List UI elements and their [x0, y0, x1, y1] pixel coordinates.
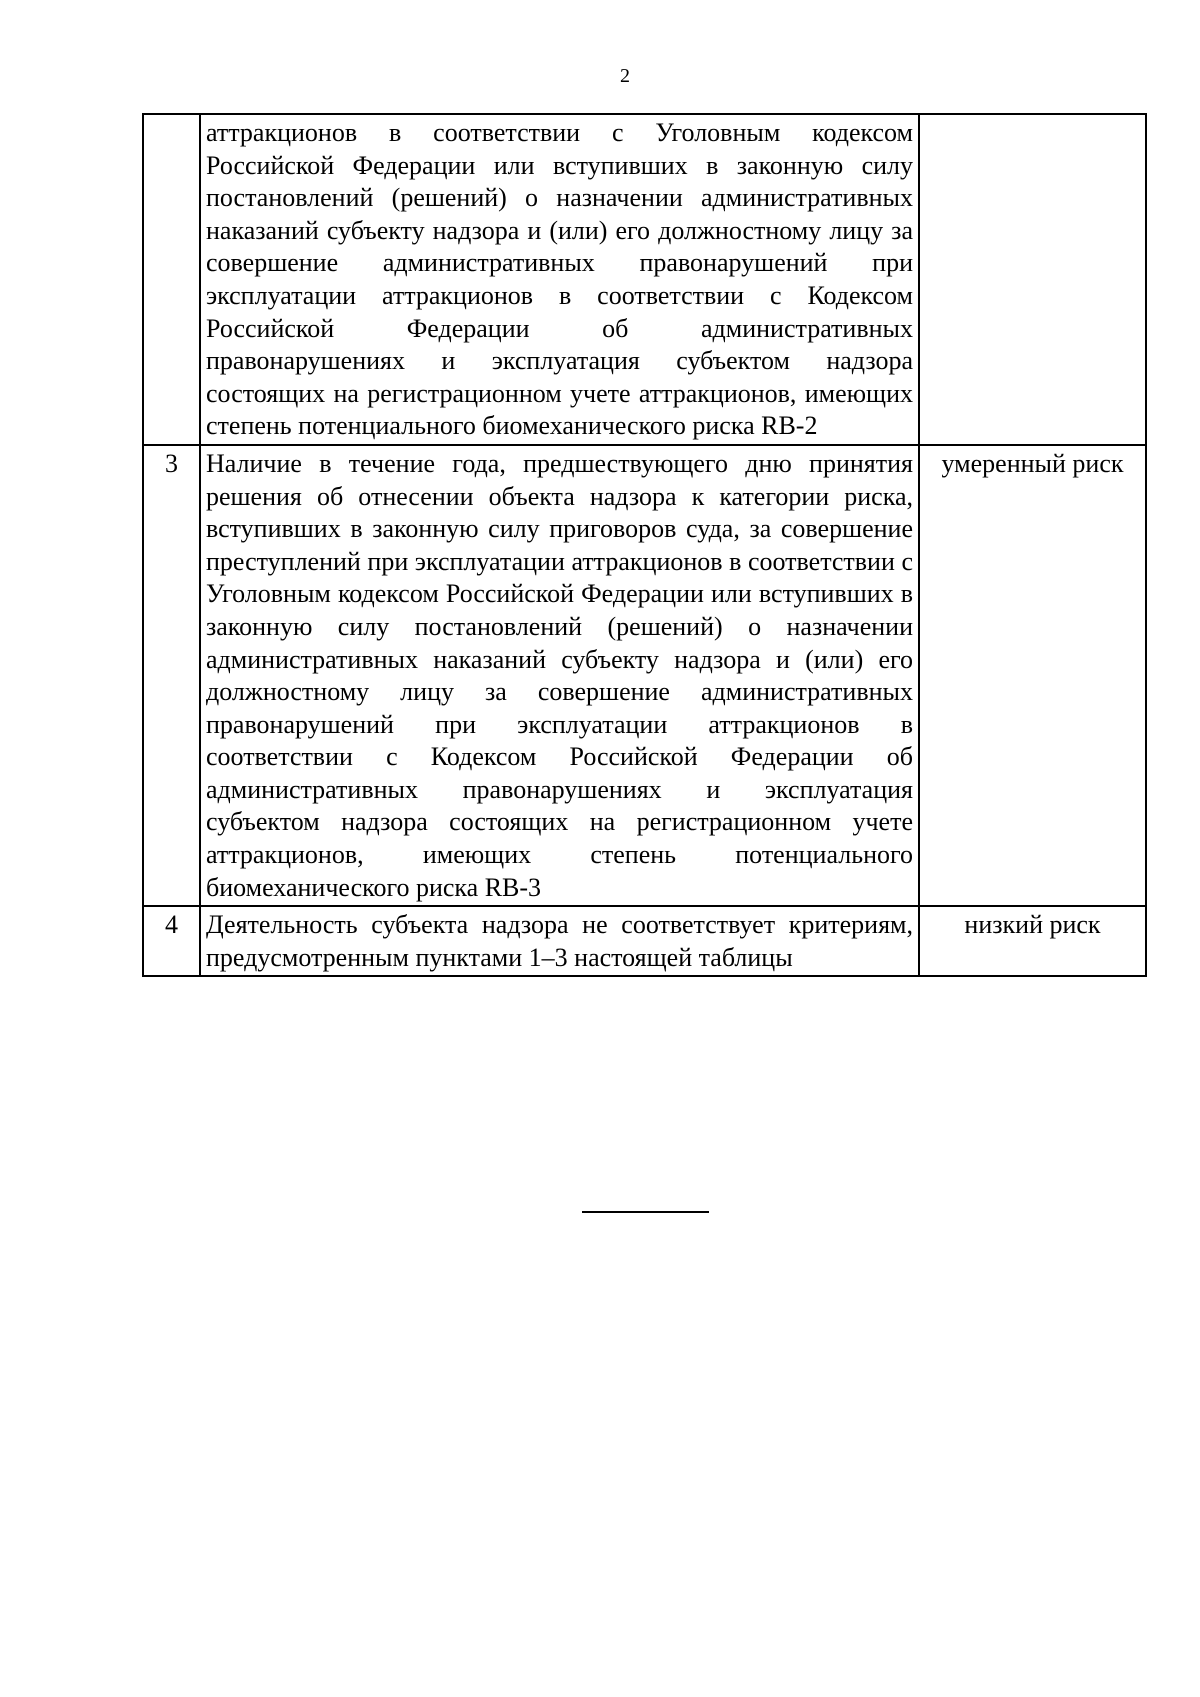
table-row	[143, 445, 1146, 906]
risk-category-cell: умеренный риск	[919, 445, 1146, 906]
document-end-line	[582, 1211, 709, 1213]
risk-criteria-table	[142, 113, 1147, 977]
table-row	[143, 906, 1146, 976]
row-number-cell: 3	[143, 445, 200, 906]
page-number: 2	[620, 65, 630, 87]
row-number-cell: 4	[143, 906, 200, 976]
criterion-cell: Наличие в течение года, предшествующего дню принятия решения об отнесении объекта надзора к категории риска, вступивших в законную силу приговоров суда, за совершение преступлений при эксплуатации аттракционов в соответствии с Уголовным кодексом Российской Федерации или вступивших в законную силу постановлений (решений) о назначении административных наказаний субъекту надзора и (или) его должностному лицу за совершение административных правонарушений при эксплуатации аттракционов в соответствии с Кодексом Российской Федерации об административных правонарушениях и эксплуатация субъектом надзора состоящих на регистрационном учете аттракционов, имеющих степень потенциального биомеханического риска RB-3	[200, 445, 919, 906]
row-number-cell	[143, 114, 200, 445]
criterion-cell: Деятельность субъекта надзора не соответствует критериям, предусмотренным пунктами 1–3 настоящей таблицы	[200, 906, 919, 976]
criterion-cell: аттракционов в соответствии с Уголовным кодексом Российской Федерации или вступивших в законную силу постановлений (решений) о назначении административных наказаний субъекту надзора и (или) его должностному лицу за совершение административных правонарушений при эксплуатации аттракционов в соответствии с Кодексом Российской Федерации об административных правонарушениях и эксплуатация субъектом надзора состоящих на регистрационном учете аттракционов, имеющих степень потенциального биомеханического риска RB-2	[200, 114, 919, 445]
risk-category-cell: низкий риск	[919, 906, 1146, 976]
table-row	[143, 114, 1146, 445]
risk-category-cell	[919, 114, 1146, 445]
